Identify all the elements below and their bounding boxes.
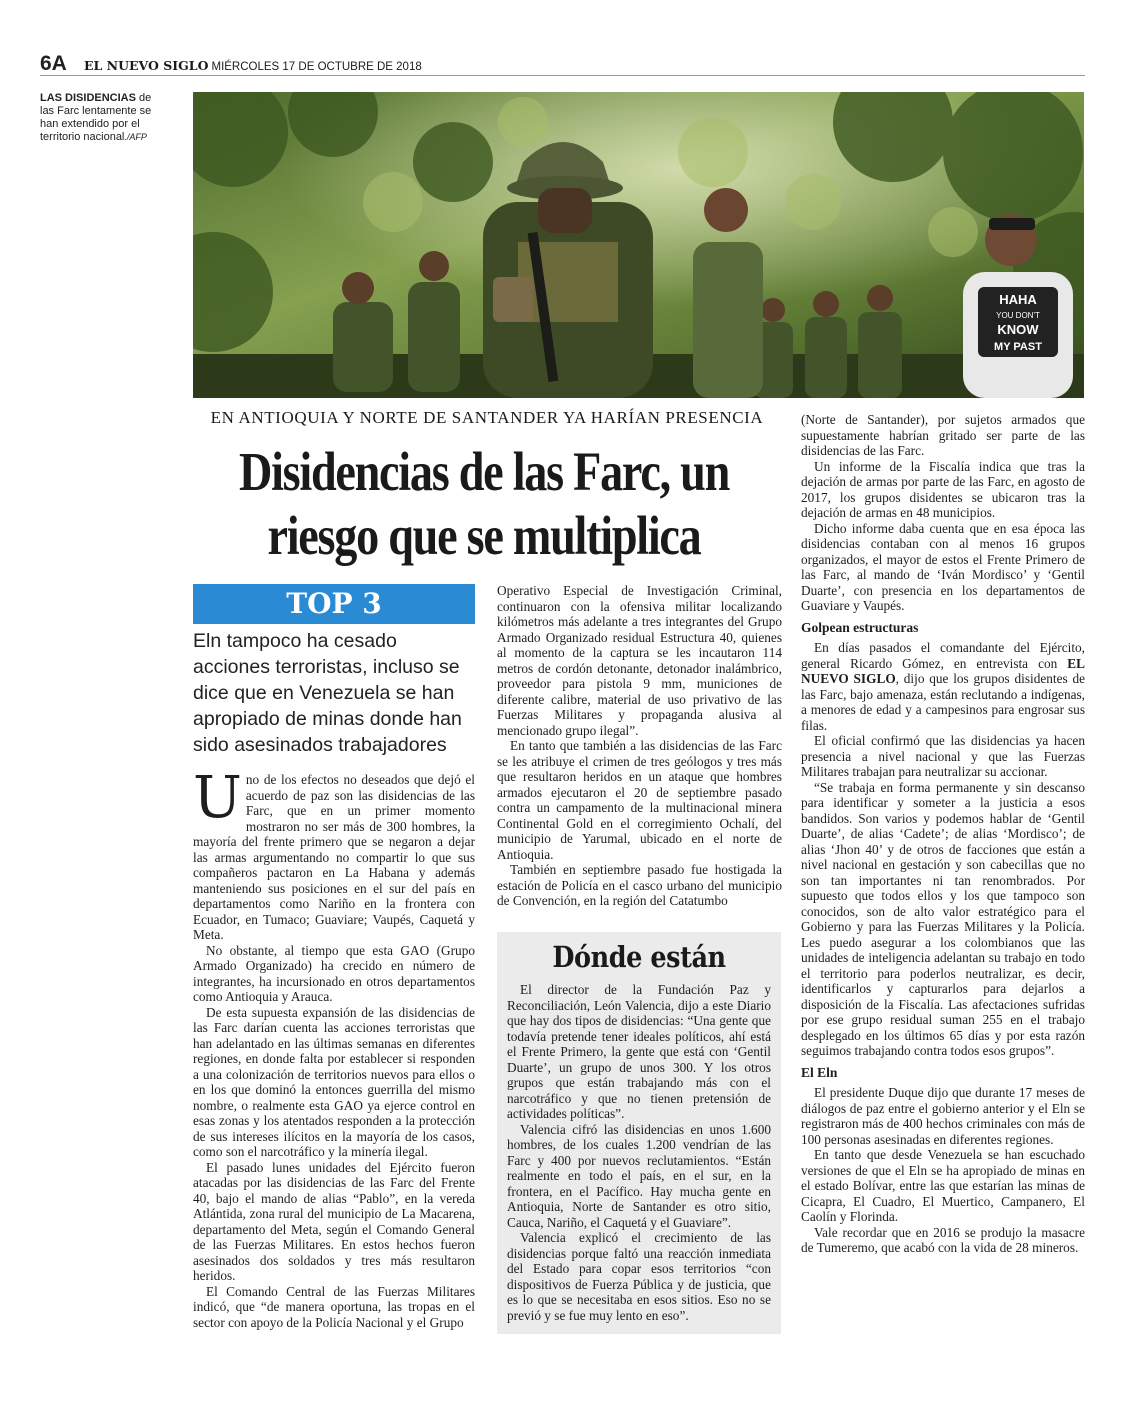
kicker: EN ANTIOQUIA Y NORTE DE SANTANDER YA HARÍAN PRESENCIA [210, 408, 764, 427]
shirt-text-2: YOU DON'T [996, 311, 1040, 320]
paragraph: El Comando Central de las Fuerzas Militares indicó, que “de manera oportuna, las tropas en el sector con apoyo de la Policía Nacional y el Grupo [193, 1283, 475, 1330]
paragraph: El pasado lunes unidades del Ejército fueron atacadas por las disidencias de las Farc del Frente 40, bajo el mando de alias “Pablo”, en la vereda Atlántida, zona rural del municipio de La Macarena, departamento del Meta, según el Comando General de las Fuerzas Militares. En estos hechos fueron asesinados dos soldados y tres más resultaron heridos. [193, 1159, 475, 1283]
paragraph: Valencia cifró las disidencias en unos 1.600 hombres, de los cuales 1.200 vendrían de las Farc y 400 por nuevos reclutamientos. “Están realmente en todo el país, en el sur, en la frontera, en el Pacífico. Hay mucha gente en Antioquia, Norte de Santander es otro sitio, Cauca, Nariño, el Caquetá y el Guaviare”. [507, 1121, 771, 1230]
paragraph: En tanto que también a las disidencias de las Farc se les atribuye el crimen de tres geólogos y tres más que resultaron heridos en un ataque que hombres armados ejecutaron el 20 de septiembre pasado contra un campamento de la multinacional minera Continental Gold en el corregimiento Ochalí, del municipio de Yarumal, ubicado en el norte de Antioquia. [497, 738, 782, 862]
headline-line-2: riesgo que se multiplica [267, 505, 701, 566]
drop-cap: U [193, 763, 242, 831]
masthead [84, 58, 422, 73]
paragraph: De esta supuesta expansión de las disidencias de las Farc darían cuenta las acciones terroristas que han adelantado en las últimas semanas en diferentes regiones, en donde falta por establecer si responden a una colonización de territorios nuevos para ellos o en los que dominó la entonces guerrilla del mismo nombre, o realmente esta GAO ya ejerce control en esas zonas y los atentados responden a la protección de sus intereses ilícitos en la mayoría de los casos, como son el narcotráfico y la minería ilegal. [193, 1004, 475, 1159]
headline-line-1: Disidencias de las Farc, un [238, 441, 730, 502]
paragraph: Un informe de la Fiscalía indica que tras la dejación de armas por parte de las Farc, en agosto de 2017, los grupos disidentes se ubicaron tras la dejación de armas en 48 municipios. [801, 458, 1085, 520]
paragraph: (Norte de Santander), por sujetos armados que supuestamente habrían gritado ser parte de las disidencias de las Farc. [801, 412, 1085, 458]
deck: Eln tampoco ha cesado acciones terroristas, incluso se dice que en Venezuela se han apropiado de minas donde han sido asesinados trabajadores [193, 630, 462, 756]
shirt-text-4: MY PAST [994, 341, 1042, 353]
paragraph: Operativo Especial de Investigación Criminal, continuaron con la ofensiva militar localizando kilómetros más adelante a tres integrantes del Grupo Armado Organizado residual Estructura 40, quienes al momento de la captura se les incautaron 114 metros de cordón detonante, detonador inalámbrico, proveedor para pistola 9 mm, municiones de diferente calibre, material de uso privativo de las Fuerzas Militares y propaganda alusiva al mencionado grupo ilegal”. [497, 583, 782, 738]
shirt-text-3: KNOW [997, 322, 1039, 337]
paragraph: Dicho informe daba cuenta que en esa época las disidencias contaban con al menos 16 grupos organizados, el mayor de estos el Frente Primero de las Farc, al mando de ‘Iván Mordisco’ y ‘Gentil Duarte’, con presencia en los departamentos de Guaviare y Vaupés. [801, 520, 1085, 613]
paragraph: Valencia explicó el crecimiento de las disidencias porque faltó una reacción inmediata del Estado para copar esos territorios “con dispositivos de Fuerza Pública y de justicia, que es lo que se necesitaba en esos sitios. Eso no se previó y se fue muy lento en eso”. [507, 1230, 771, 1323]
publication-name: EL NUEVO SIGLO [84, 58, 209, 73]
sidebar-body [507, 982, 771, 1323]
jungle-soldiers-photo [193, 92, 1084, 398]
paragraph: El presidente Duque dijo que durante 17 meses de diálogos de paz entre el gobierno anterior y el Eln se registraron más de 400 hechos criminales con más de 100 personas asesinadas en diferentes regiones. [801, 1085, 1085, 1147]
paragraph: Vale recordar que en 2016 se produjo la masacre de Tumeremo, que acabó con la vida de 28 mineros. [801, 1224, 1085, 1255]
lead-photo [193, 92, 1084, 398]
paragraph [801, 640, 1085, 733]
caption-lead: LAS DISIDENCIAS [40, 92, 136, 104]
issue-date: MIÉRCOLES 17 DE OCTUBRE DE 2018 [211, 61, 422, 73]
paragraph-text: En días pasados el comandante del Ejército, general Ricardo Gómez, en entrevista con [801, 640, 1085, 671]
top-3-banner: TOP 3 [193, 584, 475, 624]
paragraph-text: , dijo que los grupos disidentes de las Farc, bajo amenaza, están reclutando a indígenas, a menores de edad y a campesinos para engrosar sus filas. [801, 671, 1086, 733]
subheading-golpean: Golpean estructuras [801, 619, 919, 635]
page-number: 6A [40, 52, 67, 75]
body-column-1 [193, 763, 475, 1330]
caption-text: de las Farc lentamente se han extendido por el territorio nacional [40, 92, 152, 143]
publication-mention: EL NUEVO SIGLO [801, 655, 1085, 686]
paragraph [193, 763, 475, 943]
sidebar-box [497, 932, 781, 1334]
header-rule [40, 75, 1085, 76]
body-column-3 [801, 412, 1085, 1256]
paragraph: El director de la Fundación Paz y Reconciliación, León Valencia, dijo a este Diario que hay dos tipos de disidencias: “Una gente que todavía pretende tener ideales políticos, ahí está el Frente Primero, la gente que está con ‘Gentil Duarte’, un grupo de unos 300. Y los otros grupos que están trabajando más con el narcotráfico y que no tienen pretensión de actividades políticas”. [507, 982, 771, 1121]
shirt-text-1: HAHA [999, 292, 1037, 307]
sidebar-title: Dónde están [552, 940, 726, 974]
subheading-eln: El Eln [801, 1064, 838, 1080]
paragraph: El oficial confirmó que las disidencias ya hacen presencia a nivel nacional y que las Fuerzas Militares trabajan para neutralizar su accionar. [801, 733, 1085, 779]
paragraph: “Se trabaja en forma permanente y sin descanso para identificar y someter a la justicia a esos bandidos. Son varios y podemos hablar de ‘Gentil Duarte’, de alias ‘Cadete’; de alias ‘Mordisco’; de alias ‘Jhon 40’ y de otros de facciones que están a nivel nacional en gestación y son cabecillas que no son tan importantes ni tan renombrados. Por supuesto que todos ellos y los que tampoco son conocidos, son de alto valor estratégico para el Gobierno y para las Fuerzas Militares y la Policía. Les puedo asegurar a los colombianos que las unidades de inteligencia adelantan su trabajo en todo el territorio para poderlos neutralizar, es decir, identificarlos y capturarlos para dejarlos a disposición de la Fiscalía. Las afectaciones sufridas por ese grupo residual suman 255 en el trabajo desplegado en los últimos 65 días y por esta razón seguimos trabajando contra todos esos grupos”. [801, 779, 1085, 1058]
paragraph: También en septiembre pasado fue hostigada la estación de Policía en el casco urbano del municipio de Convención, en la región del Catatumbo [497, 862, 782, 908]
photo-caption [40, 92, 165, 144]
paragraph-text: no de los efectos no deseados que dejó el acuerdo de paz son las disidencias de las Farc, que en un primer momento mostraron no ser más de 300 hombres, la mayoría del frente primero que se negaron a dejar las armas argumentando no compartir lo que sus compañeros pactaron en La Habana y además manteniendo sus posiciones en el sur del país en departamentos como Nariño en la frontera con Ecuador, en Tumaco; Guaviare; Vaupés, Caquetá y Meta. [193, 772, 475, 942]
paragraph: En tanto que desde Venezuela se han escuchado versiones de que el Eln se ha apropiado de minas en el estado Bolívar, entre las que estarían las minas de Cicapra, El Cuadro, El Muertico, Campanero, El Caolín y Florinda. [801, 1147, 1085, 1224]
headline [227, 440, 741, 568]
photo-credit: ./AFP [124, 132, 147, 142]
paragraph: No obstante, al tiempo que esta GAO (Grupo Armado Organizado) ha crecido en número de integrantes, ha incursionado en otros departamentos como Antioquia y Arauca. [193, 942, 475, 1004]
body-column-2 [497, 583, 782, 909]
